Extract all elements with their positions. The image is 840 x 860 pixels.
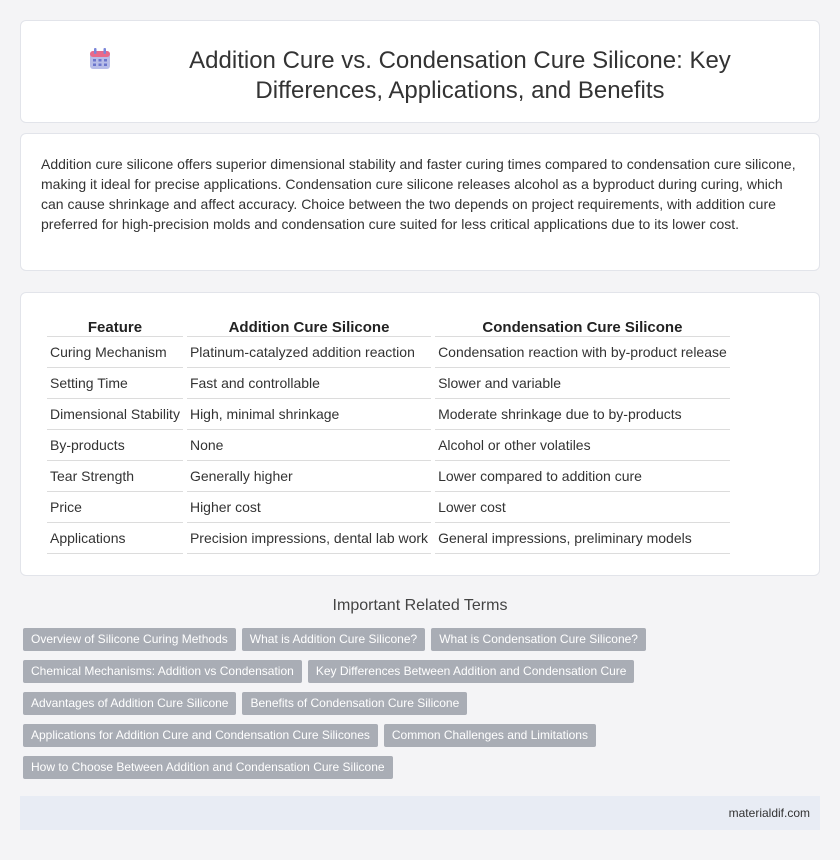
related-term-tag[interactable]: Benefits of Condensation Cure Silicone xyxy=(242,692,467,715)
header-addition: Addition Cure Silicone xyxy=(187,315,431,337)
table-row xyxy=(47,492,730,523)
table-cell: Applications xyxy=(47,523,183,554)
related-terms-title: Important Related Terms xyxy=(332,597,508,614)
table-row xyxy=(47,461,730,492)
comparison-table xyxy=(43,315,734,554)
related-terms-list xyxy=(23,628,823,779)
table-cell: High, minimal shrinkage xyxy=(187,399,431,430)
table-cell: Slower and variable xyxy=(435,368,730,399)
table-row xyxy=(47,337,730,368)
page-title: Addition Cure vs. Condensation Cure Silicone: Key Differences, Applications, and Benefits xyxy=(189,47,731,104)
related-term-tag[interactable]: What is Addition Cure Silicone? xyxy=(242,628,425,651)
table-cell: Platinum-catalyzed addition reaction xyxy=(187,337,431,368)
table-cell: Precision impressions, dental lab work xyxy=(187,523,431,554)
table-cell: By-products xyxy=(47,430,183,461)
table-row xyxy=(47,523,730,554)
comparison-card xyxy=(20,292,820,576)
table-cell: Lower cost xyxy=(435,492,730,523)
intro-card xyxy=(20,133,820,271)
header-condensation: Condensation Cure Silicone xyxy=(435,315,730,337)
table-cell: General impressions, preliminary models xyxy=(435,523,730,554)
related-term-tag[interactable]: Overview of Silicone Curing Methods xyxy=(23,628,236,651)
related-term-tag[interactable]: Advantages of Addition Cure Silicone xyxy=(23,692,236,715)
header-feature: Feature xyxy=(47,315,183,337)
table-cell: None xyxy=(187,430,431,461)
intro-paragraph: Addition cure silicone offers superior dimensional stability and faster curing times compared to condensation cure silicone, making it ideal for precise applications. Condensation cure silicone releases alcohol as a byproduct during curing, which can cause shrinkage and affect accuracy. Choice between the two depends on project requirements, with addition cure preferred for high-precision molds and condensation cure suited for less critical applications due to its lower cost. xyxy=(41,156,796,232)
table-cell: Curing Mechanism xyxy=(47,337,183,368)
table-header-row xyxy=(47,315,730,337)
title-card xyxy=(20,20,820,123)
footer-site-link[interactable]: materialdif.com xyxy=(728,806,810,820)
table-row xyxy=(47,430,730,461)
table-cell: Tear Strength xyxy=(47,461,183,492)
table-cell: Higher cost xyxy=(187,492,431,523)
related-term-tag[interactable]: Common Challenges and Limitations xyxy=(384,724,596,747)
table-cell: Dimensional Stability xyxy=(47,399,183,430)
related-term-tag[interactable]: Chemical Mechanisms: Addition vs Condensation xyxy=(23,660,302,683)
table-row xyxy=(47,368,730,399)
table-cell: Setting Time xyxy=(47,368,183,399)
table-cell: Lower compared to addition cure xyxy=(435,461,730,492)
table-cell: Generally higher xyxy=(187,461,431,492)
footer xyxy=(20,796,820,830)
table-cell: Price xyxy=(47,492,183,523)
table-row xyxy=(47,399,730,430)
table-cell: Alcohol or other volatiles xyxy=(435,430,730,461)
table-cell: Condensation reaction with by-product release xyxy=(435,337,730,368)
related-term-tag[interactable]: Applications for Addition Cure and Condensation Cure Silicones xyxy=(23,724,378,747)
table-cell: Fast and controllable xyxy=(187,368,431,399)
table-cell: Moderate shrinkage due to by-products xyxy=(435,399,730,430)
related-term-tag[interactable]: What is Condensation Cure Silicone? xyxy=(431,628,646,651)
related-term-tag[interactable]: How to Choose Between Addition and Condensation Cure Silicone xyxy=(23,756,393,779)
related-term-tag[interactable]: Key Differences Between Addition and Condensation Cure xyxy=(308,660,635,683)
